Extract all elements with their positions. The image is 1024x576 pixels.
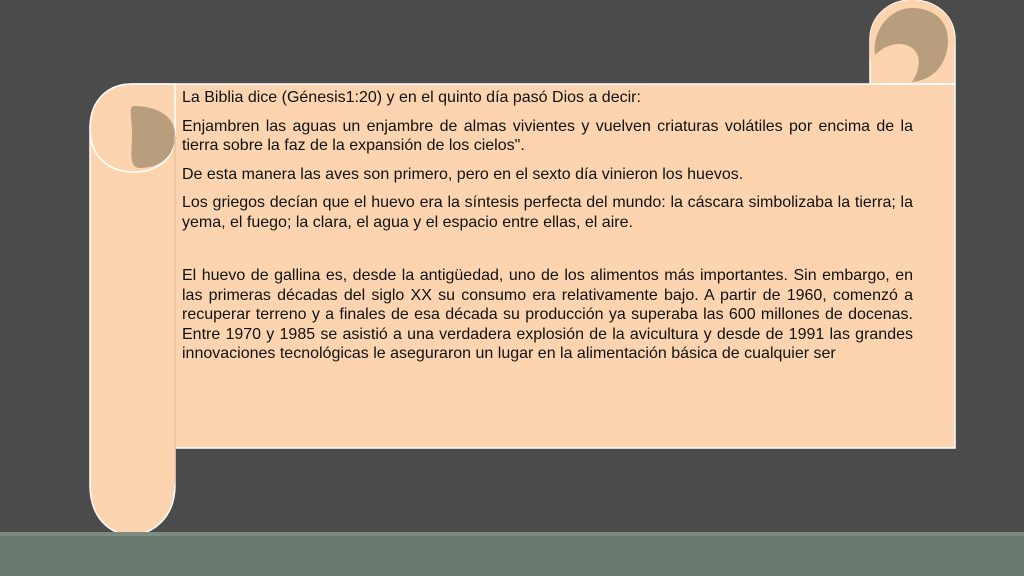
paragraph-genesis-quote: Enjambren las aguas un enjambre de almas vivientes y vuelven criaturas volátiles por encima de la tierra sobre la faz de la expansión de los cielos". (182, 117, 913, 154)
bottom-bar-line (0, 532, 1024, 536)
paragraph-egg-history: El huevo de gallina es, desde la antigüedad, uno de los alimentos más importantes. Sin embargo, en las primeras décadas del siglo XX su consumo era relativamente bajo. A partir de 1960, comenzó a recuperar terreno y a finales de esa década su producción ya superaba las 600 millones de docenas. Entre 1970 y 1985 se asistió a una verdadera explosión de la avicultura y desde de 1991 las grandes innovaciones tecnológicas le aseguraron un lugar en la alimentación básica de cualquier ser (182, 267, 913, 362)
bottom-bar (0, 532, 1024, 576)
paragraph-genesis-intro: La Biblia dice (Génesis1:20) y en el quinto día pasó Dios a decir: (182, 89, 641, 106)
paragraph-greeks: Los griegos decían que el huevo era la síntesis perfecta del mundo: la cáscara simbolizaba la tierra; la yema, el fuego; la clara, el agua y el espacio entre ellas, el aire. (182, 194, 913, 231)
paragraph-birds-first: De esta manera las aves son primero, pero en el sexto día vinieron los huevos. (182, 165, 744, 183)
scroll-text (182, 88, 913, 373)
